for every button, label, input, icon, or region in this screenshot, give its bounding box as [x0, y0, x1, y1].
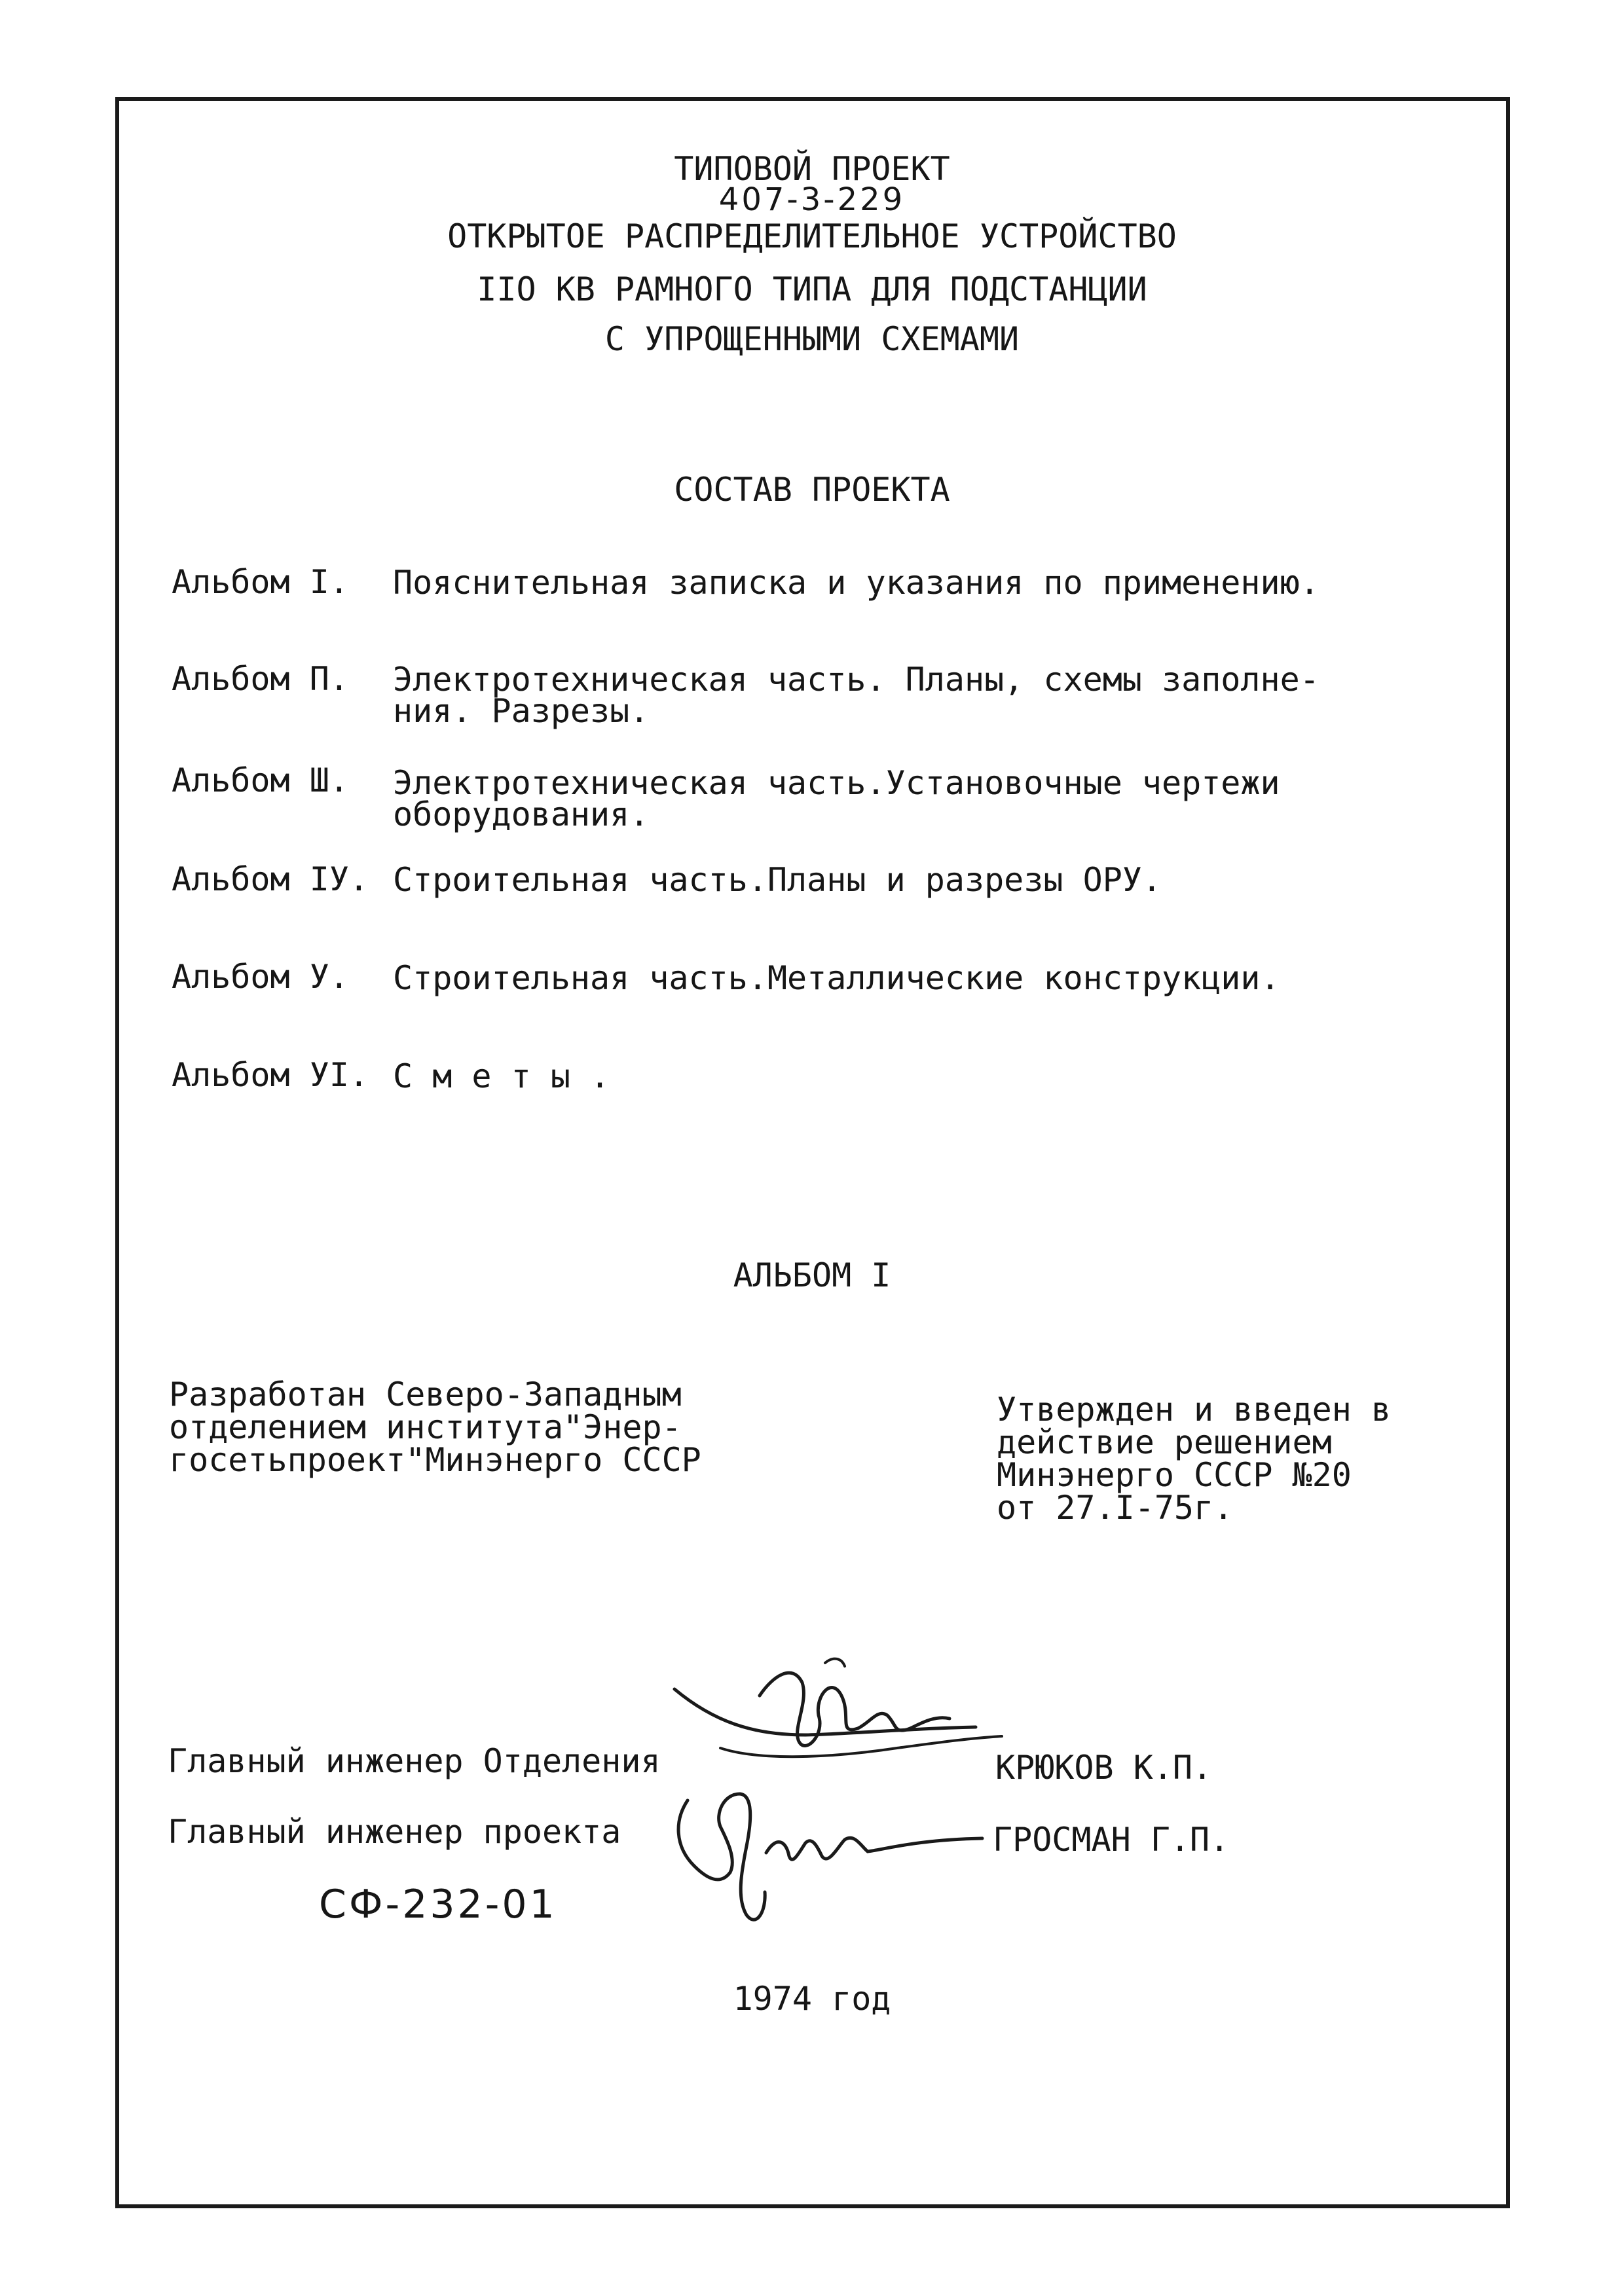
signatory-role-2: Главный инженер проекта	[168, 1813, 621, 1851]
approval-line: Утвержден и введен в	[997, 1391, 1392, 1429]
album-description: Строительная часть.Планы и разрезы ОРУ.	[393, 861, 1162, 899]
signatory-role-1: Главный инженер Отделения	[168, 1742, 661, 1780]
current-album-heading: АЛЬБОМ I	[733, 1256, 891, 1294]
album-label: Альбом IУ.	[172, 860, 369, 898]
album-description: С м е т ы .	[393, 1057, 610, 1095]
approval-line: действие решением	[997, 1423, 1332, 1461]
developer-line: отделением института"Энер-	[169, 1408, 682, 1446]
title-line-2: IIO КВ РАМНОГО ТИПА ДЛЯ ПОДСТАНЦИИ	[477, 270, 1147, 308]
year: 1974 год	[733, 1980, 891, 2018]
album-label: Альбом Ш.	[172, 761, 349, 799]
album-description: Строительная часть.Металлические конструкции.	[393, 959, 1280, 997]
document-code: СФ-232-01	[319, 1882, 557, 1927]
developer-line: Разработан Северо-Западным	[169, 1376, 682, 1413]
approval-block	[997, 1391, 1455, 1527]
signatory-name-1: КРЮКОВ К.П.	[995, 1749, 1213, 1787]
approval-line: от 27.I-75г.	[997, 1489, 1234, 1527]
project-type: ТИПОВОЙ ПРОЕКТ	[674, 150, 950, 188]
composition-heading: СОСТАВ ПРОЕКТА	[674, 471, 950, 509]
album-label: Альбом У.	[172, 958, 349, 996]
signature-grosman	[668, 1774, 1008, 1938]
title-line-1: ОТКРЫТОЕ РАСПРЕДЕЛИТЕЛЬНОЕ УСТРОЙСТВО	[447, 217, 1177, 255]
album-description: Пояснительная записка и указания по применению.	[393, 564, 1320, 602]
signature-kryukov	[661, 1650, 1015, 1794]
album-description: Электротехническая часть.Установочные чертежи оборудования.	[393, 764, 1280, 833]
developer-block	[169, 1376, 758, 1479]
album-label: Альбом УI.	[172, 1056, 369, 1094]
album-label: Альбом I.	[172, 563, 349, 601]
album-label: Альбом П.	[172, 660, 349, 698]
project-number: 407-3-229	[718, 181, 906, 218]
album-description: Электротехническая часть. Планы, схемы заполне-ния. Разрезы.	[393, 661, 1320, 730]
title-line-3: С УПРОЩЕННЫМИ СХЕМАМИ	[604, 320, 1020, 358]
signatory-name-2: ГРОСМАН Г.П.	[993, 1821, 1230, 1859]
developer-line: госетьпроект"Минэнерго СССР	[169, 1441, 701, 1479]
approval-line: Минэнерго СССР №20	[997, 1456, 1352, 1494]
